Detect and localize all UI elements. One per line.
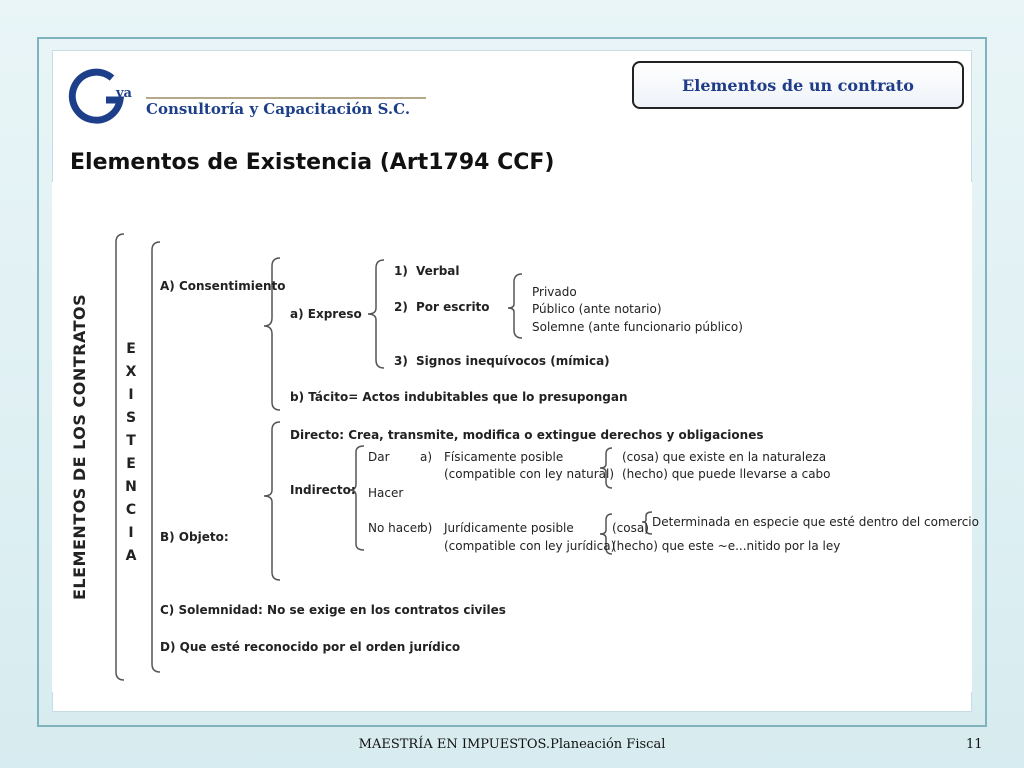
hecho-permitido-label: (hecho) que este ~e...nitido por la ley xyxy=(612,539,841,553)
indirecto-label: Indirecto: xyxy=(290,483,356,497)
verbal-label: Verbal xyxy=(416,264,460,278)
signos-label: Signos inequívocos (mímica) xyxy=(416,354,610,368)
option-b-letter: b) xyxy=(420,521,433,535)
bracket-objeto xyxy=(264,422,280,580)
option-a-letter: a) xyxy=(420,450,433,464)
existencia-letter: E xyxy=(126,341,136,357)
slide-title: Elementos de un contrato xyxy=(682,75,914,95)
fisicamente-label: Físicamente posible xyxy=(444,450,564,464)
existencia-letter: S xyxy=(125,410,137,426)
cosa-label: (cosa) xyxy=(612,521,649,535)
existencia-letter: I xyxy=(128,387,134,403)
bracket-indirecto xyxy=(350,446,364,550)
page-heading: Elementos de Existencia (Art1794 CCF) xyxy=(70,150,555,175)
item-3-number: 3) xyxy=(394,354,408,368)
bracket-expreso xyxy=(368,260,384,368)
existencia-letter: C xyxy=(125,502,137,518)
ley-juridica-label: (compatible con ley jurídica) xyxy=(444,539,616,553)
solemnidad-label: C) Solemnidad: No se exige en los contratos civiles xyxy=(160,603,506,617)
bracket-main xyxy=(116,234,124,680)
existencia-letter: A xyxy=(125,548,137,564)
logo-va-text: va xyxy=(116,86,132,101)
existencia-letter: I xyxy=(128,525,134,541)
existencia-letter: X xyxy=(125,364,137,380)
bracket-escrito xyxy=(508,274,522,338)
bracket-existencia xyxy=(152,242,160,672)
objeto-label: B) Objeto: xyxy=(160,530,229,544)
cosa-naturaleza-label: (cosa) que existe en la naturaleza xyxy=(622,450,827,464)
existencia-letter: N xyxy=(125,479,137,495)
hecho-cabo-label: (hecho) que puede llevarse a cabo xyxy=(622,467,831,481)
publico-label: Público (ante notario) xyxy=(532,302,662,316)
escrito-label: Por escrito xyxy=(416,300,490,314)
solemne-label: Solemne (ante funcionario público) xyxy=(532,320,743,334)
item-1-number: 1) xyxy=(394,264,408,278)
tacito-label: b) Tácito= Actos indubitables que lo presupongan xyxy=(290,390,628,404)
privado-label: Privado xyxy=(532,285,577,299)
existencia-letter: E xyxy=(126,456,136,472)
no-hacer-label: No hacer xyxy=(368,521,423,535)
reconocido-label: D) Que esté reconocido por el orden jurídico xyxy=(160,640,461,654)
ley-natural-label: (compatible con ley natural) xyxy=(444,467,615,481)
determinada-label: Determinada en especie que esté dentro del comercio xyxy=(652,515,979,529)
logo-company-name: Consultoría y Capacitación S.C. xyxy=(146,100,411,118)
hacer-label: Hacer xyxy=(368,486,404,500)
directo-label: Directo: Crea, transmite, modifica o extingue derechos y obligaciones xyxy=(290,428,764,442)
item-2-number: 2) xyxy=(394,300,408,314)
existencia-letter: T xyxy=(126,433,136,449)
footer-text: MAESTRÍA EN IMPUESTOS.Planeación Fiscal xyxy=(358,737,666,752)
dar-label: Dar xyxy=(368,450,390,464)
vertical-title: ELEMENTOS DE LOS CONTRATOS xyxy=(70,293,89,600)
page-number: 11 xyxy=(966,737,983,752)
juridicamente-label: Jurídicamente posible xyxy=(444,521,574,535)
existencia-letters xyxy=(124,338,138,568)
expreso-label: a) Expreso xyxy=(290,307,362,321)
consentimiento-label: A) Consentimiento xyxy=(160,279,286,293)
